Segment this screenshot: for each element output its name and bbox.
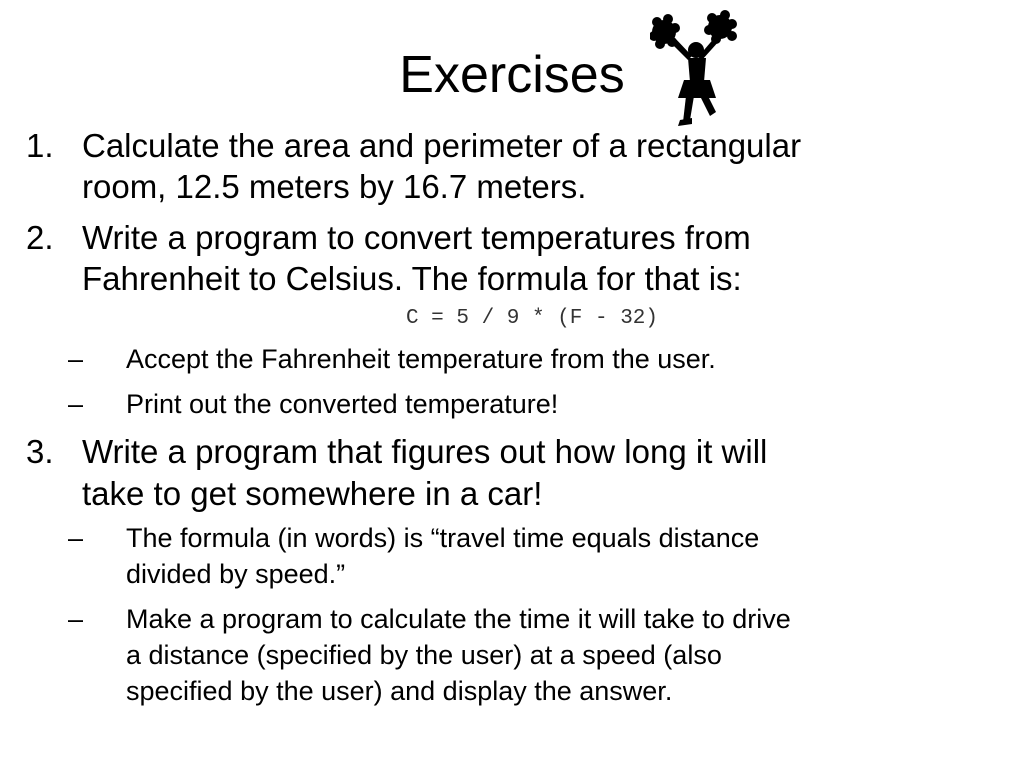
subitem-text-line: Print out the converted temperature! xyxy=(126,389,559,419)
sub-bullet: – xyxy=(68,604,84,634)
sub-bullet: – xyxy=(68,523,84,553)
item-number: 2. xyxy=(26,219,54,256)
slide-title: Exercises xyxy=(399,46,625,104)
item-text-line: Write a program that figures out how long it will xyxy=(82,433,768,470)
item-number: 3. xyxy=(26,433,54,470)
subitem-text-line: a distance (specified by the user) at a speed (also xyxy=(126,640,722,670)
item-text-line: take to get somewhere in a car! xyxy=(82,475,543,512)
item-text-line: Calculate the area and perimeter of a rectangular xyxy=(82,127,802,164)
subitem-text-line: Accept the Fahrenheit temperature from the user. xyxy=(126,344,716,374)
sub-bullet: – xyxy=(68,344,84,374)
item-text-line: Fahrenheit to Celsius. The formula for that is: xyxy=(82,260,742,297)
sub-bullet: – xyxy=(68,389,84,419)
subitem-text-line: divided by speed.” xyxy=(126,559,346,589)
subitem-text-line: The formula (in words) is “travel time equals distance xyxy=(126,523,760,553)
subitem-text-line: specified by the user) and display the answer. xyxy=(126,676,673,706)
formula-code: C = 5 / 9 * (F - 32) xyxy=(405,307,659,330)
item-text-line: Write a program to convert temperatures from xyxy=(82,219,751,256)
subitem-text-line: Make a program to calculate the time it will take to drive xyxy=(126,604,791,634)
item-text-line: room, 12.5 meters by 16.7 meters. xyxy=(82,168,587,205)
item-number: 1. xyxy=(26,127,54,164)
